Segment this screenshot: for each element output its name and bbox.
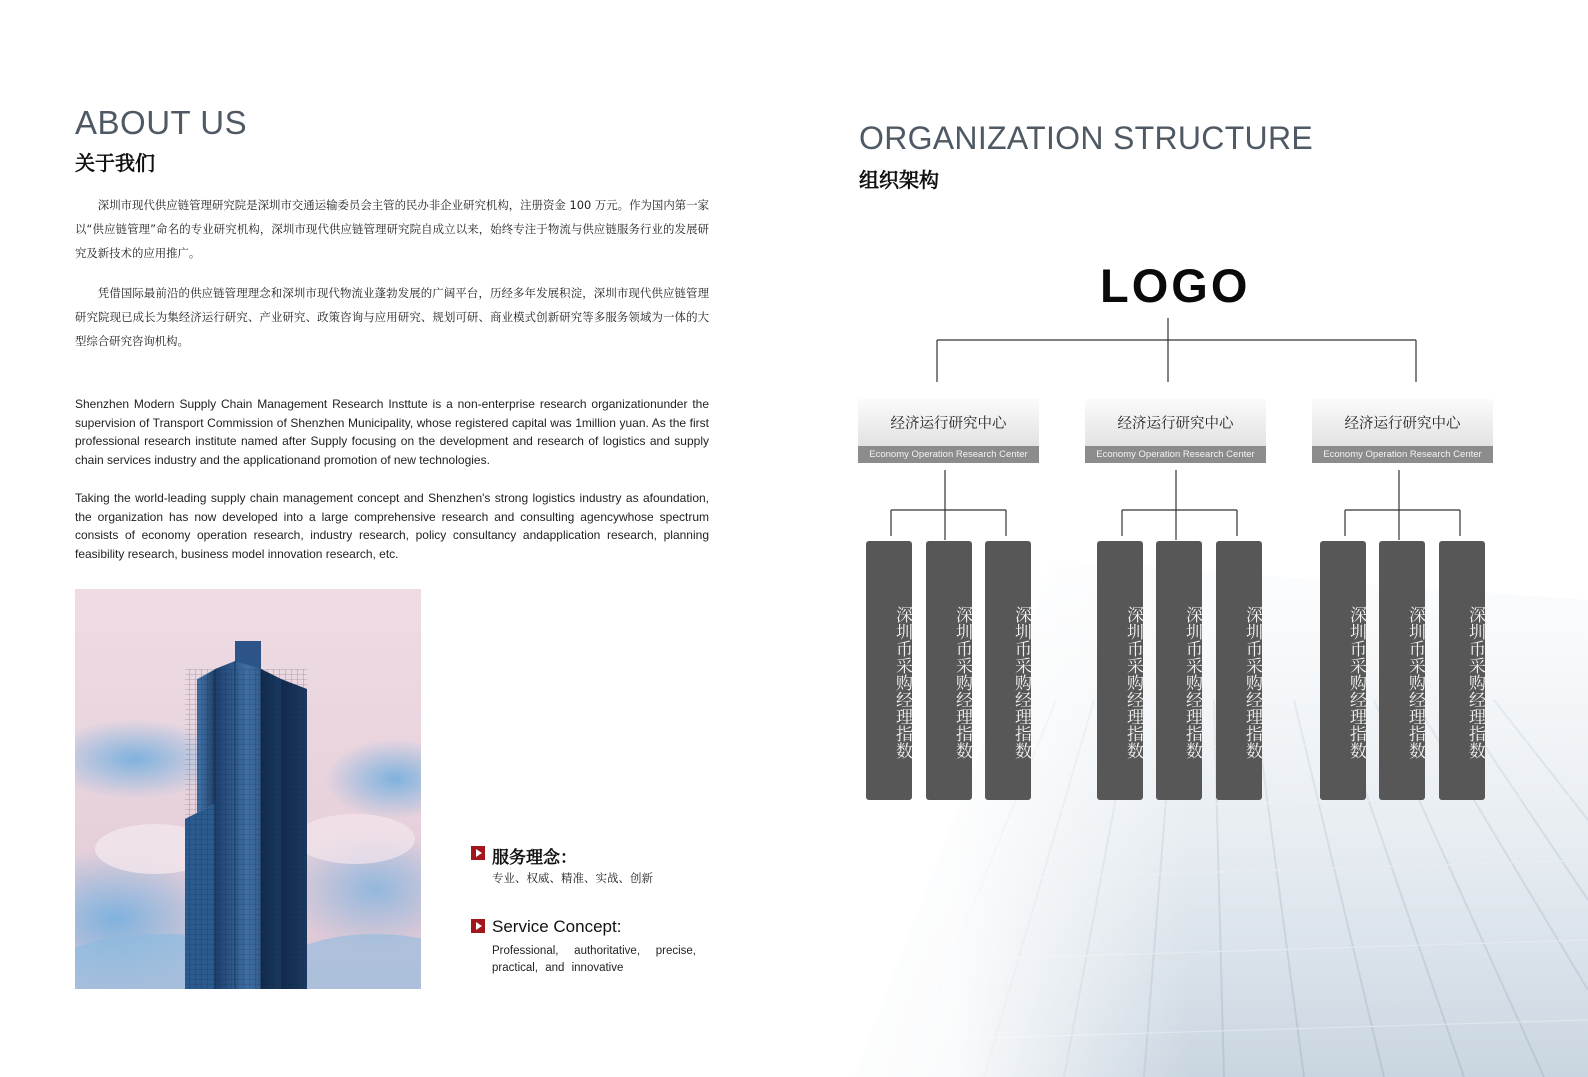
research-center-subtitle: Economy Operation Research Center: [1312, 446, 1493, 463]
org-title-en: ORGANIZATION STRUCTURE: [859, 120, 1314, 156]
sub-unit-box: 深圳币采购经理指数: [985, 541, 1031, 800]
service-concept-cn-title: 服务理念：: [492, 848, 577, 868]
org-chart-connectors: [794, 0, 1588, 1077]
service-concept-cn-body: 专业、权威、精准、实战、创新: [492, 871, 653, 885]
research-center-subtitle: Economy Operation Research Center: [1085, 446, 1266, 463]
research-center-name: 经济运行研究中心: [1085, 399, 1266, 446]
research-center-subtitle: Economy Operation Research Center: [858, 446, 1039, 463]
about-paragraph-en-1: Shenzhen Modern Supply Chain Management Research Insttute is a non-enterprise research organizationunder the supervision of Transport Commission of Shenzhen Municipality, whose registered capital was 1million yuan. As the first professional research institute named after Supply focusing on the development and research of logistics and supply chain services industry and the applicationand promotion of new technologies.: [75, 397, 709, 467]
research-center-box-1: [858, 399, 1039, 463]
org-title-cn: 组织架构: [859, 168, 939, 192]
service-concept-en-title: Service Concept:: [492, 917, 622, 936]
sub-unit-box: 深圳币采购经理指数: [1156, 541, 1202, 800]
about-paragraph-en-2: Taking the world-leading supply chain management concept and Shenzhen's strong logistics industry as afoundation, the organization has now developed into a large comprehensive research and consulting agencywhose spectrum consists of economy operation research, industry research, policy consultancy andapplication research, planning feasibility research, business model innovation research, etc.: [75, 491, 709, 561]
sub-unit-box: 深圳币采购经理指数: [866, 541, 912, 800]
about-paragraph-cn-1: 深圳市现代供应链管理研究院是深圳市交通运输委员会主管的民办非企业研究机构，注册资金 100 万元。作为国内第一家以“供应链管理”命名的专业研究机构，深圳市现代供应链管理研究院自成立以来，始终专注于物流与供应链服务行业的发展研究及新技术的应用推广。: [75, 198, 709, 260]
play-marker-icon: [471, 919, 485, 933]
research-center-name: 经济运行研究中心: [1312, 399, 1493, 446]
service-concept-en-body: Professional, authoritative, precise, practical, and innovative: [492, 945, 696, 974]
sub-unit-box: 深圳币采购经理指数: [1320, 541, 1366, 800]
about-paragraph-cn-2: 凭借国际最前沿的供应链管理理念和深圳市现代物流业蓬勃发展的广阔平台，历经多年发展积淀，深圳市现代供应链管理研究院现已成长为集经济运行研究、产业研究、政策咨询与应用研究、规划可研、商业模式创新研究等多服务领域为一体的大型综合研究咨询机构。: [75, 286, 709, 348]
sub-unit-box: 深圳币采购经理指数: [1097, 541, 1143, 800]
sub-unit-box: 深圳币采购经理指数: [926, 541, 972, 800]
research-center-box-3: [1312, 399, 1493, 463]
skyscraper-photo: [75, 589, 421, 989]
research-center-name: 经济运行研究中心: [858, 399, 1039, 446]
sub-unit-box: 深圳币采购经理指数: [1216, 541, 1262, 800]
organization-page: [794, 0, 1588, 1077]
about-title-en: ABOUT US: [75, 104, 248, 141]
research-center-box-2: [1085, 399, 1266, 463]
sub-unit-box: 深圳币采购经理指数: [1439, 541, 1485, 800]
logo: LOGO: [1100, 259, 1251, 312]
play-marker-icon: [471, 846, 485, 860]
sub-unit-box: 深圳币采购经理指数: [1379, 541, 1425, 800]
about-title-cn: 关于我们: [75, 151, 155, 175]
